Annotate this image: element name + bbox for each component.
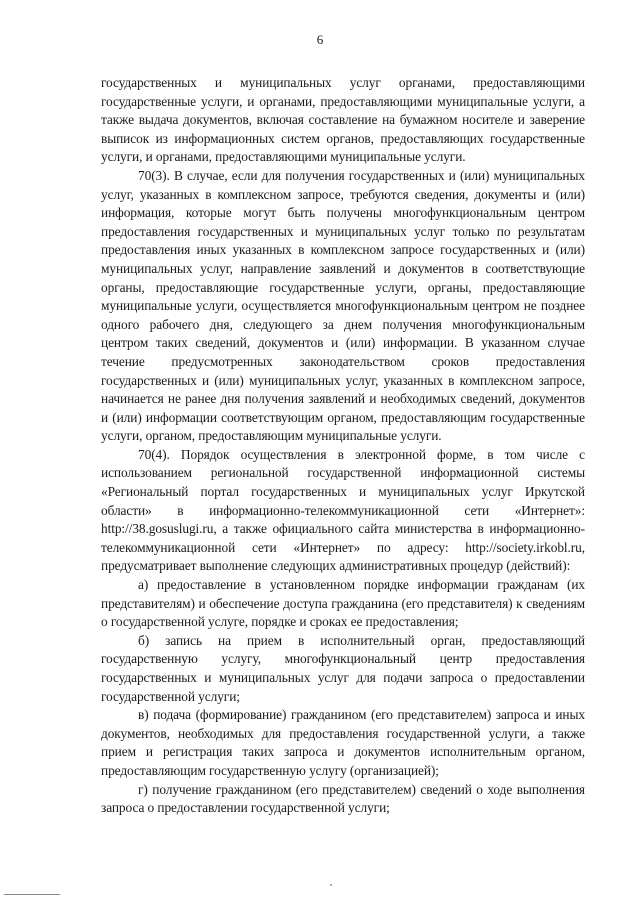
paragraph-clause-70-4: 70(4). Порядок осуществления в электронной форме, в том числе с использованием региональной государственной информационной системы «Региональный портал государственных и муниципальных услуг Иркутской области» в информационно-телекоммуникационной сети «Интернет»: http://38.gosuslugi.ru, а также официального сайта министерства в информационно-телекоммуникационной сети «Интернет» по адресу: http://society.irkobl.ru, предусматривает выполнение следующих административных процедур (действий):	[101, 446, 585, 574]
list-item-v: в) подача (формирование) гражданином (его представителем) запроса и иных документов, необходимых для предоставления государственной услуги, а также прием и регистрация таких запроса и документов исполнительным органом, предоставляющим государственную услугу (организацией);	[101, 707, 585, 778]
list-item-a: а) предоставление в установленном порядке информации гражданам (их представителям) и обеспечение доступа гражданина (его представителя) к сведениям о государственной услуге, порядке и сроках ее предоставления;	[101, 577, 585, 630]
paragraph-continuation: государственных и муниципальных услуг органами, предоставляющими государственные услуги, и органами, предоставляющими муниципальные услуги, а также выдача документов, включая составление на бумажном носителе и заверение выписок из информационных систем органов, предоставляющих государственные услуги, и органами, предоставляющими муниципальные услуги.	[101, 75, 585, 165]
paragraph-clause-70-3: 70(3). В случае, если для получения государственных и (или) муниципальных услуг, указанных в комплексном запросе, требуются сведения, документы и (или) информация, которые могут быть получены многофункциональным центром предоставления государственных и муниципальных услуг только по результатам предоставления иных указанных в комплексном запросе государственных и (или) муниципальных услуг, направление заявлений и документов в соответствующие органы, предоставляющие государственные услуги, органы, предоставляющие муниципальные услуги, осуществляется многофункциональным центром не позднее одного рабочего дня, следующего за днем получения многофункциональным центром таких сведений, документов и (или) информации. В указанном случае течение предусмотренных законодательством сроков предоставления государственных и (или) муниципальных услуг, указанных в комплексном запросе, начинается не ранее дня получения заявлений и необходимых сведений, документов и (или) информации соответствующим органом, предоставляющим государственные услуги, органом, предоставляющим муниципальные услуги.	[101, 167, 585, 444]
document-body	[101, 74, 585, 818]
footer-rule	[4, 894, 60, 895]
page-number: 6	[316, 32, 324, 47]
list-item-g: г) получение гражданином (его представителем) сведений о ходе выполнения запроса о предоставлении государственной услуги;	[101, 781, 585, 816]
list-item-b: б) запись на прием в исполнительный орган, предоставляющий государственную услугу, многофункциональный центр предоставления государственных и муниципальных услуг для подачи запроса о предоставлении государственной услуги;	[101, 632, 585, 704]
scan-speck	[330, 884, 332, 886]
